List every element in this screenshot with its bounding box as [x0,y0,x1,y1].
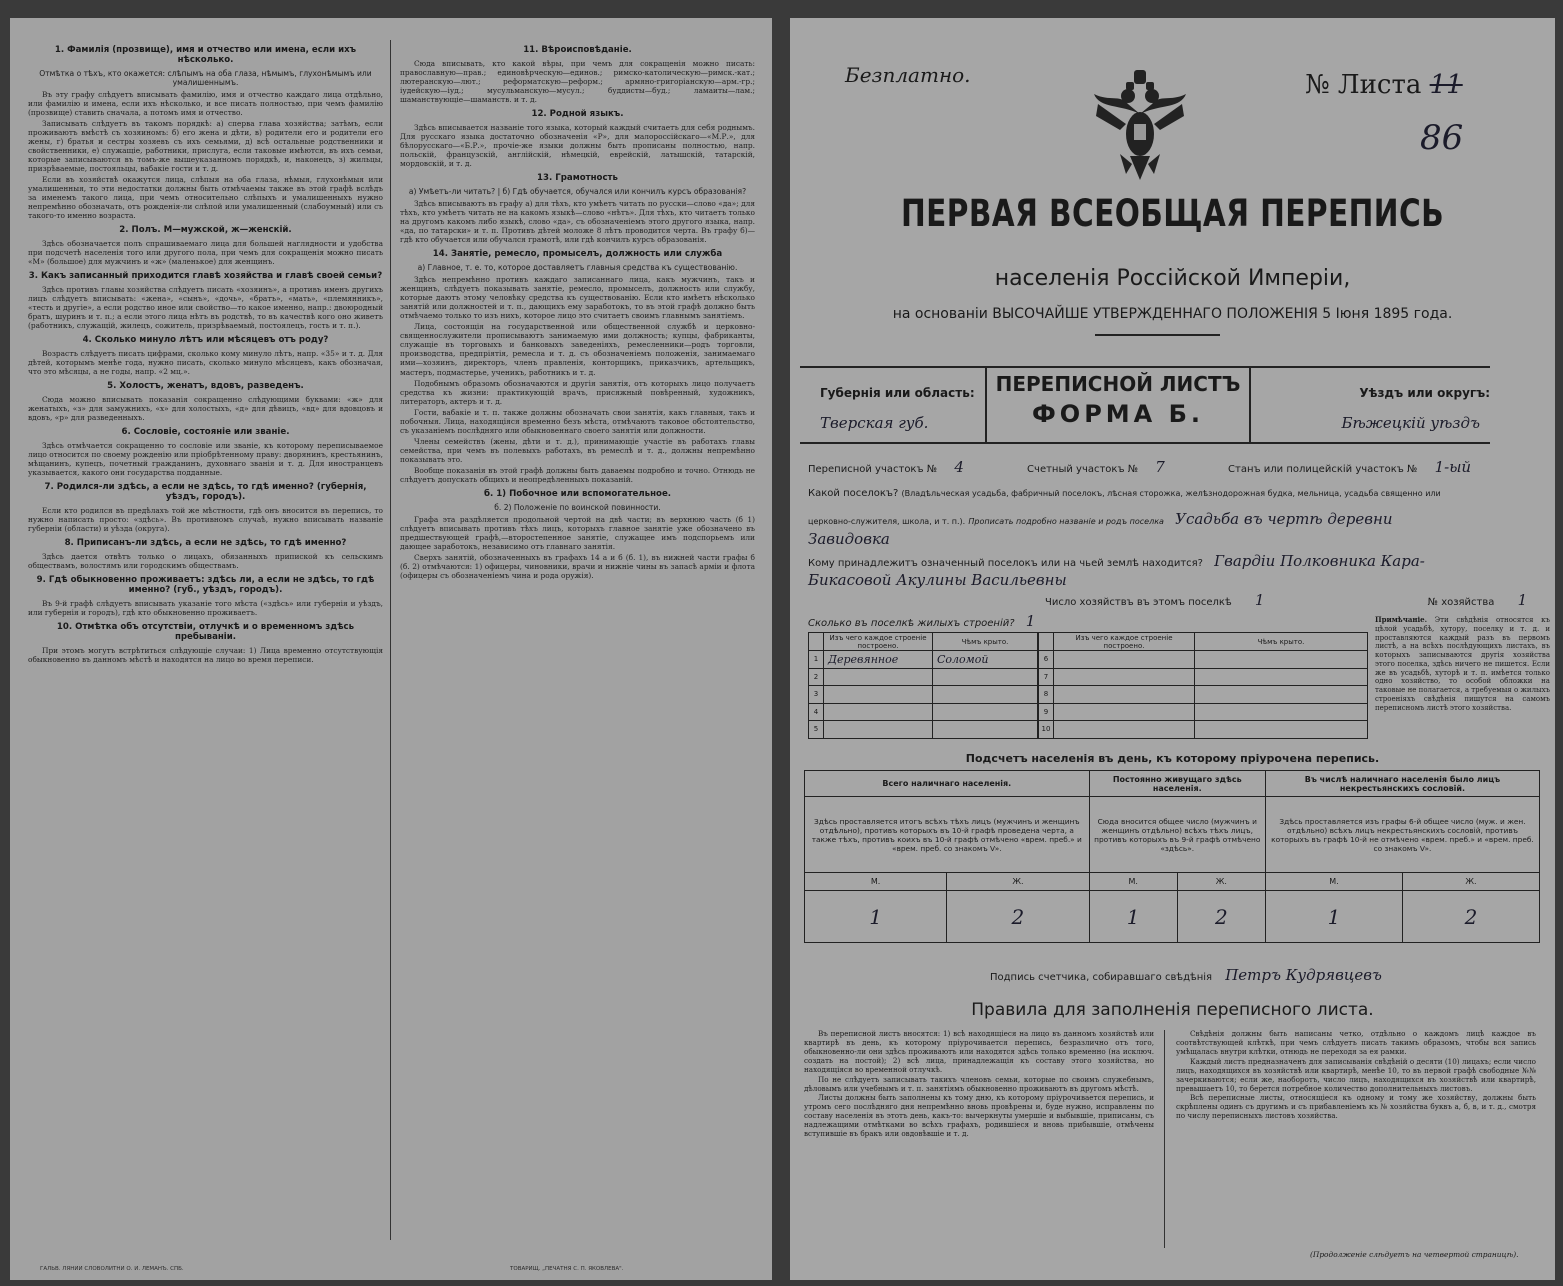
section-paragraph: Графа эта раздѣляется продольной чертой на двѣ части; въ верхнюю часть (б 1) слѣдуетъ вписывать противъ тѣхъ лицъ, которыхъ главное занятіе уже обозначено въ предшествующей графѣ,—второстепенное занятіе, служащее имъ подспорьемъ или дающее заработокъ, независимо отъ главнаго занятія. [400,514,755,551]
households-label: Число хозяйствъ въ этомъ поселкѣ [1045,597,1232,608]
stan-label: Станъ или полицейскій участокъ № [1228,464,1418,475]
building-row [1039,668,1368,686]
building-row [809,721,1038,739]
rules-paragraph: Листы должны быть заполнены къ тому дню, къ которому пріурочивается перепись, и утромъ сего послѣдняго дня непремѣнно вновь провѣрены и, буде нужно, исправлены по составу населенія въ этотъ день, какъ-то: вычеркнуты умершіе и выбывшіе, приписаны, съ надлежащими отмѣтками во всѣхъ графахъ, родившіеся и вновь прибывшіе, отмѣчены вступившіе въ бракъ или овдовѣвшіе и т. д. [804,1093,1154,1139]
poselok-value-2: Завидовка [808,530,890,548]
sheet-label-text: № Листа [1305,70,1422,100]
cnt-m-3: М. [1265,873,1402,891]
schet-value: 7 [1155,458,1165,476]
poselok-hint-2: церковно-служителя, школа, и т. п.). [808,517,966,526]
building-roof [933,668,1038,686]
building-material [1054,651,1195,669]
uezd-value: Бѣжецкій уѣздъ [1341,414,1480,432]
section-paragraph: Члены семействъ (жены, дѣти и т. д.), принимающіе участіе въ работахъ главы семейства, при чемъ въ полевыхъ работахъ, въ ремеслѣ и т. д., должны непремѣнно показывать это. [400,436,755,464]
building-roof [1195,651,1368,669]
poselok-value-1: Усадьба въ чертѣ деревни [1175,510,1393,528]
section-paragraph: Здѣсь вписывается названіе того языка, который каждый считаетъ для себя роднымъ. Для русскаго языка достаточно обозначенія «Р», для малороссійскаго—«М.Р.», для бѣлорусскаго—«Б.Р.», прочіе-же языки должны быть прописаны полностью, напр. польскій, французскій, англійскій, нѣмецкій, еврейскій, латышскій, татарскій, мордовскій, и т. д. [400,122,755,169]
building-row-number: 6 [1039,651,1054,669]
sheet-number-handwritten: 11 [1429,70,1463,100]
building-material [824,721,933,739]
building-roof [1195,721,1368,739]
stan-value: 1-ый [1434,458,1472,476]
section-title: 11. Вѣроисповѣданіе. [523,45,632,55]
building-roof [1195,686,1368,704]
building-material [1054,703,1195,721]
building-row-number: 7 [1039,668,1054,686]
building-roof [933,686,1038,704]
cnt-m-1: М. [805,873,947,891]
form-header [800,356,1490,446]
column-divider [390,40,391,1240]
building-row [809,651,1038,669]
bld-col-roof-right: Чѣмъ крыто. [1195,633,1368,651]
gubernia-label: Губернія или область: [820,386,975,400]
building-row [1039,703,1368,721]
section-title: 13. Грамотность [537,173,618,184]
building-row [1039,651,1368,669]
building-material: Деревянное [824,651,933,669]
section-paragraph: Здѣсь непремѣнно противъ каждаго записаннаго лица, какъ мужчинъ, такъ и женщинъ, слѣдуетъ показывать занятіе, ремесло, промыселъ, должность или службу, которые даютъ этому человѣку средства къ существованію. Если кто имѣетъ нѣсколько занятій или должностей и т. п., дающихъ ему заработокъ, то въ этой графѣ должно быть отмѣчаемо только то изъ нихъ, которое лицо это считаетъ своимъ главнымъ занятіемъ. [400,275,755,321]
buildings-note [1375,616,1550,712]
building-roof: Соломой [933,651,1038,669]
section-paragraph: Здѣсь вписываютъ въ графу а) для тѣхъ, кто умѣетъ читать по русски—слово «да»; для тѣхъ, кто умѣетъ читать не на какомъ языкѣ—слово «нѣтъ». Для тѣхъ, кто читаетъ только на другомъ какомъ либо языкѣ, слово «да», съ обозначеніемъ этого другого языка, напр. «да, по татарски» и т. п. Противъ дѣтей моложе 8 лѣтъ проводится черта. Въ графу б)—гдѣ кто обучается или обучался грамотѣ, или гдѣ кончилъ курсъ образованія. [400,199,755,245]
section-paragraph: Здѣсь дается отвѣтъ только о лицахъ, обязанныхъ припиской къ сельскимъ обществамъ, волостямъ или городскимъ обществамъ. [28,552,383,571]
building-row [809,686,1038,704]
gubernia-value: Тверская губ. [820,414,929,432]
rules-divider [1164,1030,1165,1248]
poselok-hint: (Владѣльческая усадьба, фабричный поселокъ, лѣсная сторожка, желѣзнодорожная будка, мельница, усадьба священно или [901,489,1441,498]
section-subtitle: а) Умѣетъ-ли читать? | б) Гдѣ обучается, обучался или кончилъ курсъ образованія? [408,186,747,196]
section-title: 5. Холостъ, женатъ, вдовъ, разведенъ. [107,381,304,392]
bld-corner [809,633,824,651]
rules-title: Правила для заполненія переписного листа. [971,1000,1374,1020]
building-row-number: 3 [809,686,824,704]
poselok-line [808,488,1441,499]
building-row-number: 8 [1039,686,1054,704]
section-paragraph: Здѣсь отмѣчается сокращенно то сословіе или званіе, къ которому переписываемое лицо относится по своему рожденію или пріобрѣтенному праву: дворянинъ, крестьянинъ, мѣщанинъ, купецъ, почетный гражданинъ, духовнаго званія и т. д. Для иностранцевъ указывается, какого они государства подданные. [28,441,383,478]
cnt-header-permanent: Постоянно живущаго здѣсь населенія. [1089,771,1265,797]
section-title: 14. Занятіе, ремесло, промыселъ, должность или служба [432,249,723,260]
rules-paragraph: Всѣ переписные листы, относящіеся къ одному и тому же хозяйству, должны быть скрѣплены одинъ съ другимъ и съ прибавленіемъ къ № хозяйства буквъ а, б, в, и т. д., смотря по числу переписныхъ листовъ хозяйства. [1176,1093,1536,1121]
poselok-label: Какой поселокъ? [808,488,899,499]
instructions-column-2 [400,40,755,582]
population-count-title: Подсчетъ населенія въ день, къ которому пріурочена перепись. [965,752,1380,765]
section-paragraph: Записывать слѣдуетъ въ такомъ порядкѣ: а) сперва глава хозяйства; затѣмъ, если проживаютъ вмѣстѣ съ хозяиномъ: б) его жена и дѣти, в) родители его и родители его жены, г) братья и сестры хозяевъ съ ихъ семьями, д) всѣ остальные родственники и свойственники, е) служащіе, работники, прислуга, если таковые имѣются, въ ихъ семьи, которые записываются въ томъ-же вышеуказанномъ порядкѣ, и, наконецъ, з) жильцы, призрѣваемые, постояльцы, вабакіе гости и т. д. [28,119,383,174]
rules-column-right [1176,1030,1536,1122]
cnt-z-3: Ж. [1402,873,1539,891]
buildings-line [808,612,1035,630]
bld-col-roof: Чѣмъ крыто. [933,633,1038,651]
double-headed-eagle-icon [1090,64,1190,184]
cnt-value-1: 1 [805,891,947,943]
census-basis: на основаніи ВЫСОЧАЙШЕ УТВЕРЖДЕННАГО ПОЛОЖЕНІЯ 5 Іюня 1895 года. [892,306,1453,322]
building-row-number: 10 [1039,721,1054,739]
section-paragraph: Въ 9-й графѣ слѣдуетъ вписывать указаніе того мѣста («здѣсь» или губернія и уѣздъ, или губернія и городъ), гдѣ кто обыкновенно проживаетъ. [28,598,383,617]
building-roof [933,721,1038,739]
uchastok-label: Переписной участокъ № [808,464,938,475]
section-title: 7. Родился-ли здѣсь, а если не здѣсь, то гдѣ именно? (губернія, уѣздъ, городъ). [44,482,367,503]
building-roof [1195,703,1368,721]
building-row [809,703,1038,721]
form-title-2: ФОРМА Б. [1031,400,1204,428]
cnt-value-2: 2 [947,891,1089,943]
signature-line [990,966,1382,984]
section-paragraph: Сверхъ занятій, обозначенныхъ въ графахъ 14 а и б (б. 1), въ нижней части графы б (б. 2) отмѣчаются: 1) офицеры, чиновники, врачи и нижніе чины въ запасѣ арміи и флота (офицеры съ обозначеніемъ чина и рода оружія). [400,552,755,581]
uezd-label: Уѣздъ или округъ: [1359,386,1490,400]
section-subtitle: а) Главное, т. е. то, которое доставляетъ главныя средства къ существованію. [417,263,738,273]
section-title: 6. Сословіе, состояніе или званіе. [121,427,290,438]
printer-footer-left: ГАЛЬВ. ЛЯНИИ СЛОВОЛИТНИ О. И. ЛЕМАНЪ. СПБ. [40,1266,184,1272]
note-title: Примѣчаніе. [1375,615,1428,624]
section-title: 10. Отмѣтка объ отсутствіи, отлучкѣ и о временномъ здѣсь пребываніи. [56,621,355,642]
cnt-value-5: 1 [1265,891,1402,943]
section-paragraph: Если кто родился въ предѣлахъ той же мѣстности, гдѣ онъ вносится въ перепись, то нужно написать просто: «здѣсь». Въ противномъ случаѣ, нужно вписывать названіе губерніи (области) и уѣзда (округа). [28,506,383,534]
rules-column-left [804,1030,1154,1140]
owner-value-2: Бикасовой Акулины Васильевны [808,571,1067,589]
census-subtitle: населенія Россійской Имперіи, [994,266,1351,291]
building-material [824,703,933,721]
building-row [1039,721,1368,739]
rules-paragraph: Въ переписной листъ вносятся: 1) всѣ находящіеся на лицо въ данномъ хозяйствѣ или квартирѣ въ день, къ которому пріурочивается перепись, безразлично отъ того, обыкновенно-ли они здѣсь проживаютъ или находятся здѣсь только временно (на исключ. создать на постой); 2) всѣ лица, принадлежащія къ составу этого хозяйства, но находящіяся во временной отлучкѣ. [804,1029,1154,1074]
owner-value-1: Гвардіи Полковника Кара- [1214,552,1425,570]
section-paragraph: Въ эту графу слѣдуетъ вписывать фамилію, имя и отчество каждаго лица отдѣльно, или фамилію и имена, если ихъ нѣсколько, и все писать полностью, при чемъ фамилію (прозвище) ставить сначала, а потомъ имя и отчество. [28,89,383,118]
section-subtitle: б. 2) Положеніе по воинской повинности. [494,502,661,512]
cnt-header-total: Всего наличнаго населенія. [805,771,1090,797]
divider-rule [1095,334,1220,336]
cnt-value-6: 2 [1402,891,1539,943]
cnt-desc-permanent: Сюда вносится общее число (мужчинъ и женщинъ отдѣльно) всѣхъ тѣхъ лицъ, противъ которыхъ въ 9-й графѣ отмѣчено «здѣсь». [1089,797,1265,873]
household-no-label: № хозяйства [1427,597,1495,608]
bld-col-material: Изъ чего каждое строеніе построено. [824,633,933,651]
section-title: 9. Гдѣ обыкновенно проживаетъ: здѣсь ли, а если не здѣсь, то гдѣ именно? (губ., уѣздъ, городъ). [36,575,375,595]
section-title: 2. Полъ. М—мужской, ж—женскій. [119,225,292,236]
bld-corner-right [1039,633,1054,651]
section-paragraph: Сюда можно вписывать показанія сокращенно слѣдующими буквами: «ж» для женатыхъ, «з» для замужнихъ, «х» для холостыхъ, «д» для дѣвицъ, «вд» для вдовцовъ и вдовъ, «р» для разведенныхъ. [28,395,383,423]
cnt-z-1: Ж. [947,873,1089,891]
building-material [824,668,933,686]
building-row-number: 1 [809,651,824,669]
section-title: 1. Фамилія (прозвище), имя и отчество или имена, если ихъ нѣсколько. [54,45,357,65]
building-row [809,668,1038,686]
building-material [824,686,933,704]
building-roof [933,703,1038,721]
sheet-number-label [1305,70,1463,100]
cnt-value-4: 2 [1177,891,1265,943]
buildings-table-right [1038,632,1368,739]
population-count-table [804,770,1540,943]
uchastok-value: 4 [954,458,964,476]
buildings-value: 1 [1025,612,1036,630]
rules-paragraph: По не слѣдуетъ записывать такихъ членовъ семьи, которые по своимъ служебнымъ, дѣловымъ или учебнымъ и т. п. занятіямъ обыкновенно проживаютъ въ другомъ мѣстѣ. [804,1074,1154,1093]
section-title: 3. Какъ записанный приходится главѣ хозяйства и главѣ своей семьи? [28,271,383,282]
poselok-hint-3: Прописать подробно названіе и родъ поселка [968,517,1164,526]
section-paragraph: Здѣсь противъ главы хозяйства слѣдуетъ писать «хозяинъ», а противъ именъ другихъ лицъ слѣдуетъ вписывать: «жена», «сынъ», «дочь», «братъ», «мать», «племянникъ», «тесть и другіе», а если родство иное или свойство—то какое именно, напр.: двоюродный братъ, шуринъ и т. п.; а если этого лица нѣтъ въ родствѣ, то въ качествѣ кого оно живетъ (работникъ, служащій, жилецъ, сожитель, призрѣваемый, постоялецъ, гость и т. п.). [28,285,383,331]
section-title: б. 1) Побочное или вспомогательное. [483,488,672,499]
building-roof [1195,668,1368,686]
building-row-number: 9 [1039,703,1054,721]
right-page [790,18,1555,1280]
owner-label: Кому принадлежитъ означенный поселокъ или на чьей землѣ находится? [808,558,1203,569]
cnt-header-nonpeasant: Въ числѣ наличнаго населенія было лицъ некрестьянскихъ сословій. [1265,771,1539,797]
section-subtitle: Отмѣтка о тѣхъ, кто окажется: слѣпымъ на оба глаза, нѣмымъ, глухонѣмымъ или умалишеннымъ. [39,68,372,87]
households-value: 1 [1254,591,1265,609]
free-label: Безплатно. [845,63,971,87]
buildings-label: Сколько въ поселкѣ жилыхъ строеній? [808,618,1015,629]
signature-label: Подпись счетчика, собиравшаго свѣдѣнія [990,972,1213,983]
instructions-column-1 [28,40,383,666]
signature-value: Петръ Кудрявцевъ [1225,966,1382,984]
building-row [1039,686,1368,704]
section-paragraph: Сюда вписывать, кто какой вѣры, при чемъ для сокращенія можно писать: православную—прав.; единовѣрческую—единов.; римско-католическую—римск.-кат.; лютеранскую—лют.; реформатскую—реформ.; армяно-григоріанскую—арм.-гр.; іудейскую—іуд.; мусульманскую—мусул.; буддисты—буд.; ламаиты—лам.; шаманствующіе—шаманств. и т. д. [400,58,755,104]
section-title: 12. Родной языкъ. [531,109,624,120]
owner-line-2 [808,571,1067,589]
poselok-line-2 [808,510,1393,528]
rules-paragraph: Свѣдѣнія должны быть написаны четко, отдѣльно о каждомъ лицѣ каждое въ соотвѣтствующей клѣткѣ, при чемъ слѣдуетъ писать такимъ образомъ, чтобы вся запись умѣщалась внутри клѣтки, отнюдь не переходя за ея рамки. [1176,1029,1536,1056]
building-row-number: 2 [809,668,824,686]
buildings-table-left [808,632,1038,739]
section-paragraph: Вообще показанія въ этой графѣ должны быть даваемы подробно и точно. Отнюдь не слѣдуетъ допускать общихъ и неопредѣленныхъ показаній. [400,465,755,484]
building-row-number: 5 [809,721,824,739]
section-title: 4. Сколько минуло лѣтъ или мѣсяцевъ отъ роду? [82,335,329,346]
section-paragraph: Лица, состоящія на государственной или общественной службѣ и церковно-священнослужители прописываютъ занимаемую ими должность; купцы, фабриканты, служащіе въ торговыхъ и банковыхъ заведеніяхъ, ремесленники—родъ торговли, производства, предпріятія, ремесла и т. д. съ обозначеніемъ положенія, занимаемаго ими—хозяинъ, директоръ, членъ правленія, конторщикъ, приказчикъ, артельщикъ, мастеръ, подмастерье, ученикъ, работникъ и т. д. [400,322,755,377]
cnt-z-2: Ж. [1177,873,1265,891]
building-material [1054,721,1195,739]
uchastok-line [808,458,1471,476]
building-material [1054,668,1195,686]
cnt-desc-nonpeasant: Здѣсь проставляется изъ графы 6-й общее число (муж. и жен. отдѣльно) всѣхъ лицъ некрестьянскихъ сословій, противъ которыхъ въ графѣ 10-й не отмѣчено «врем. преб.» и «врем. преб. со знакомъ V». [1265,797,1539,873]
building-row-number: 4 [809,703,824,721]
cnt-m-2: М. [1089,873,1177,891]
section-paragraph: Гости, вабакіе и т. п. также должны обозначать свои занятія, какъ главныя, такъ и побочныя. Лица, находящіяся временно безъ мѣста, отмѣчаютъ таковое обстоятельство, съ указаніемъ послѣдняго или обыкновеннаго своего занятія или должности. [400,407,755,435]
rules-continue: (Продолженіе слѣдуетъ на четвертой страницѣ). [1310,1250,1519,1259]
section-paragraph: При этомъ могутъ встрѣтиться слѣдующіе случаи: 1) Лица временно отсутствующія обыкновенно въ данномъ мѣстѣ и находятся на лицо во время переписи. [28,645,383,664]
cnt-value-3: 1 [1089,891,1177,943]
section-paragraph: Возрастъ слѣдуетъ писать цифрами, сколько кому минуло лѣтъ, напр. «35» и т. д. Для дѣтей, которымъ менѣе года, нужно писать, сколько минуло мѣсяцевъ, какъ обозначая, что это мѣсяцы, а не годы, напр. «2 мц.». [28,349,383,377]
census-title: ПЕРВАЯ ВСЕОБЩАЯ ПЕРЕПИСЬ [900,192,1445,235]
bld-col-material-right: Изъ чего каждое строеніе построено. [1054,633,1195,651]
section-title: 8. Приписанъ-ли здѣсь, а если не здѣсь, то гдѣ именно? [64,538,347,549]
household-no-value: 1 [1517,591,1528,609]
note-text: Эти свѣдѣнія относятся къ цѣлой усадьбѣ, хутору, поселку и т. д. и проставляются каждый разъ въ первомъ листѣ, а на всѣхъ послѣдующихъ листахъ, въ которыхъ записываются другія хозяйства этого поселка, здѣсь ничего не пишется. Если же въ усадьбѣ, хуторѣ и т. п. имѣется только одно хозяйство, то особой обложки на таковые не полагается, а требуемыя о жилыхъ строеніяхъ свѣдѣнія пишутся на самомъ переписномъ листѣ этого хозяйства. [1375,616,1550,712]
section-paragraph: Если въ хозяйствѣ окажутся лица, слѣпыя на оба глаза, нѣмыя, глухонѣмыя или умалишенныя, то эти недостатки должны быть отмѣчаемы также въ этой графѣ вслѣдъ за именемъ такого лица, при чемъ относительно слѣпыхъ и умалишенныхъ нужно непремѣнно обозначать, отъ рожденія-ли слѣпой или умалишенный (слабоумный) или съ такого-то именно возраста. [28,175,383,221]
printer-footer-right: ТОВАРИЩ. „ПЕЧАТНЯ С. П. ЯКОВЛЕВА". [510,1266,624,1272]
poselok-line-3 [808,530,890,548]
owner-line [808,552,1425,570]
form-title-1: ПЕРЕПИСНОЙ ЛИСТЪ [995,372,1241,396]
sheet-number-handwritten-2: 86 [1420,118,1464,158]
form-title-box [985,368,1251,443]
section-paragraph: Здѣсь обозначается полъ спрашиваемаго лица для большей наглядности и удобства при подсчетѣ населенія того или другого пола, при чемъ для сокращенія можно писать «М» (большое) для мужчинъ и «ж» (маленькое) для женщинъ. [28,239,383,267]
households-line [1045,591,1527,609]
cnt-desc-total: Здѣсь проставляется итогъ всѣхъ тѣхъ лицъ (мужчинъ и женщинъ отдѣльно), противъ которыхъ въ 10-й графѣ проведена черта, а также тѣхъ, противъ коихъ въ 10-й графѣ отмѣчено «врем. преб.» и «врем. преб. со знакомъ V». [805,797,1090,873]
schet-label: Счетный участокъ № [1027,464,1139,475]
rules-paragraph: Каждый листъ предназначенъ для записыванія свѣдѣній о десяти (10) лицахъ; если число лицъ, находящихся въ хозяйствѣ или квартирѣ, менѣе 10, то въ первой графѣ свободные №№ зачеркиваются; если же, наоборотъ, число лицъ, находящихся въ хозяйствѣ или квартирѣ, превышаетъ 10, то берется потребное количество дополнительныхъ листовъ. [1176,1056,1536,1093]
section-paragraph: Подобнымъ образомъ обозначаются и другія занятія, отъ которыхъ лицо получаетъ средства къ жизни: практикующій врачъ, присяжный повѣренный, художникъ, литераторъ, актеръ и т. д. [400,378,755,406]
building-material [1054,686,1195,704]
left-page [10,18,772,1280]
